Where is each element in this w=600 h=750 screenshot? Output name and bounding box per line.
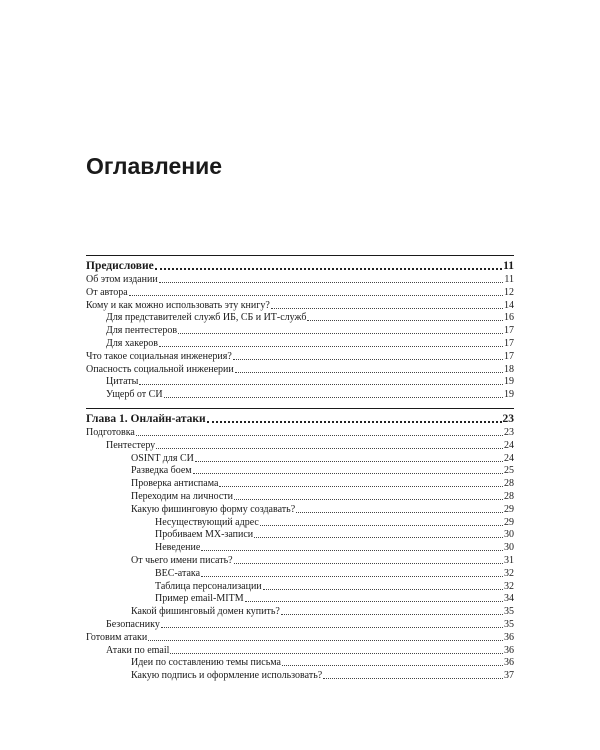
toc-dot-leader (159, 345, 503, 347)
toc-dot-leader (195, 460, 503, 462)
toc-entry (155, 516, 514, 529)
toc-dot-leader (136, 434, 503, 436)
toc-page-number: 28 (504, 491, 514, 502)
toc-entry-title: Таблица персонализации (155, 580, 262, 592)
toc-page-number: 36 (504, 657, 514, 669)
toc-page-number: 12 (504, 286, 514, 298)
toc-dot-leader (201, 575, 503, 577)
toc-dot-leader (193, 472, 503, 474)
toc-page-number: 29 (504, 516, 514, 528)
toc-entry (131, 464, 514, 477)
toc-page-number: 30 (504, 542, 514, 554)
toc-entry (86, 631, 514, 644)
toc-entry-title: Безопаснику (106, 619, 160, 630)
toc-dot-leader (271, 307, 503, 309)
toc-page-number: 11 (504, 274, 514, 285)
toc-dot-leader (260, 524, 503, 526)
toc-entry (106, 388, 514, 401)
toc-dot-leader (245, 600, 503, 602)
toc-entry (131, 477, 514, 490)
toc-entry (86, 286, 514, 299)
toc-entry (86, 273, 514, 286)
toc-page-number: 17 (504, 350, 514, 362)
toc-dot-leader (201, 549, 503, 551)
toc-entry (131, 503, 514, 516)
toc-page-number: 18 (504, 363, 514, 375)
toc-entry (106, 375, 514, 388)
toc-entry-title: Что такое социальная инженерия? (86, 350, 232, 362)
toc-entry-title: BEC-атака (155, 567, 201, 579)
toc-page-number: 19 (504, 376, 514, 388)
toc-page-number: 23 (504, 427, 514, 438)
toc-chapter-entry (86, 411, 514, 426)
toc-entry-title: Для представителей служб ИБ, СБ и ИТ-служб (106, 312, 307, 324)
toc-entry-title: Подготовка (86, 427, 135, 438)
toc-entry (155, 592, 514, 605)
toc-page-number: 35 (504, 606, 514, 618)
toc-entry-title: Какой фишинговый домен купить? (131, 606, 280, 618)
toc-entry (86, 363, 514, 376)
toc-page-number: 34 (504, 593, 514, 605)
toc-entry-title: Неведение (155, 542, 201, 554)
toc-entry (86, 426, 514, 439)
toc-entry-title: Цитаты (106, 376, 139, 388)
toc-entry (155, 528, 514, 541)
toc-entry-title: От чьего имени писать? (131, 555, 233, 566)
toc-dot-leader (161, 626, 503, 628)
toc-page-number: 17 (504, 338, 514, 349)
toc-dot-leader (296, 511, 503, 513)
toc-entry-title: Пентестеру (106, 439, 156, 451)
toc-entry (106, 337, 514, 350)
toc-entry (106, 439, 514, 452)
toc-entry-title: Какую подпись и оформление использовать? (131, 670, 323, 682)
toc-dot-leader (281, 613, 503, 615)
toc-entry-title: Пример email-MITM (155, 593, 244, 605)
toc-page-number: 28 (504, 478, 514, 490)
toc-page-number: 36 (504, 631, 514, 643)
toc-dot-leader (307, 319, 503, 321)
toc-entry-title: Опасность социальной инженерии (86, 363, 234, 375)
toc-entry-title: Пробиваем MX-записи (155, 529, 254, 541)
toc-dot-leader (156, 447, 503, 449)
toc-dot-leader (219, 485, 503, 487)
toc-entry (106, 644, 514, 657)
toc-dot-leader (234, 562, 503, 564)
toc-page-number: 31 (504, 555, 514, 566)
toc-page-number: 16 (504, 312, 514, 324)
toc-entry (86, 350, 514, 363)
toc-page-number: 24 (504, 452, 514, 464)
toc-dot-leader (235, 371, 503, 373)
toc-page-number: 37 (504, 670, 514, 682)
toc-entry-title: Несуществующий адрес (155, 516, 259, 528)
toc-page-number: 11 (503, 260, 514, 272)
toc-entry-title: Проверка антиспама (131, 478, 219, 490)
toc-entry (131, 554, 514, 567)
toc-page-number: 23 (502, 413, 514, 425)
toc-entry (155, 541, 514, 554)
toc-entry-title: Кому и как можно использовать эту книгу? (86, 299, 270, 311)
toc-entry (106, 311, 514, 324)
toc-page-number: 19 (504, 389, 514, 401)
toc-page-number: 17 (504, 325, 514, 337)
toc-entry-title: Об этом издании (86, 274, 158, 285)
toc-entry (155, 567, 514, 580)
toc-dot-leader (323, 677, 503, 679)
toc-page-number: 36 (504, 644, 514, 656)
toc-entry (131, 452, 514, 465)
toc-entry-title: Какую фишинговую форму создавать? (131, 503, 296, 515)
toc-entry-title: OSINT для СИ (131, 452, 194, 464)
toc-dot-leader (207, 420, 502, 423)
toc-page-number: 30 (504, 529, 514, 541)
toc-entry-title: Ущерб от СИ (106, 389, 163, 401)
toc-entry-title: Для пентестеров (106, 325, 178, 337)
toc-entry-title: Готовим атаки (86, 631, 148, 643)
toc-dot-leader (139, 383, 503, 385)
toc-dot-leader (234, 498, 503, 500)
toc-dot-leader (159, 281, 504, 283)
toc-chapter-entry (86, 258, 514, 273)
page-title: Оглавление (86, 153, 223, 179)
toc-page-number: 14 (504, 299, 514, 311)
toc-dot-leader (254, 536, 503, 538)
toc-entry (155, 580, 514, 593)
toc-dot-leader (170, 652, 503, 654)
toc-page-number: 35 (504, 619, 514, 630)
toc-dot-leader (148, 639, 503, 641)
toc-page-number: 24 (504, 439, 514, 451)
toc-entry-title: Глава 1. Онлайн-атаки (86, 413, 206, 425)
toc-page-number: 29 (504, 503, 514, 515)
toc-entry (131, 669, 514, 682)
toc-entry (131, 605, 514, 618)
toc-entry-title: Предисловие (86, 260, 154, 272)
toc-entry-title: Переходим на личности (131, 491, 233, 502)
toc-dot-leader (178, 332, 503, 334)
toc-page-number: 32 (504, 567, 514, 579)
toc-dot-leader (282, 664, 503, 666)
toc-entry (106, 324, 514, 337)
toc-dot-leader (164, 396, 503, 398)
toc-entry (86, 299, 514, 312)
toc-page-number: 25 (504, 465, 514, 477)
toc-entry-title: Атаки по email (106, 644, 170, 656)
toc-entry-title: Идеи по составлению темы письма (131, 657, 281, 669)
toc-entry-title: Для хакеров (106, 338, 158, 349)
toc-entry (106, 618, 514, 631)
toc-dot-leader (263, 588, 503, 590)
toc-dot-leader (233, 358, 503, 360)
toc-dot-leader (129, 294, 503, 296)
toc-page-number: 32 (504, 580, 514, 592)
toc-entry-title: Разведка боем (131, 465, 192, 477)
toc-entry-title: От автора (86, 286, 128, 298)
toc-entry (131, 490, 514, 503)
toc-entry (131, 656, 514, 669)
toc-dot-leader (155, 267, 502, 270)
